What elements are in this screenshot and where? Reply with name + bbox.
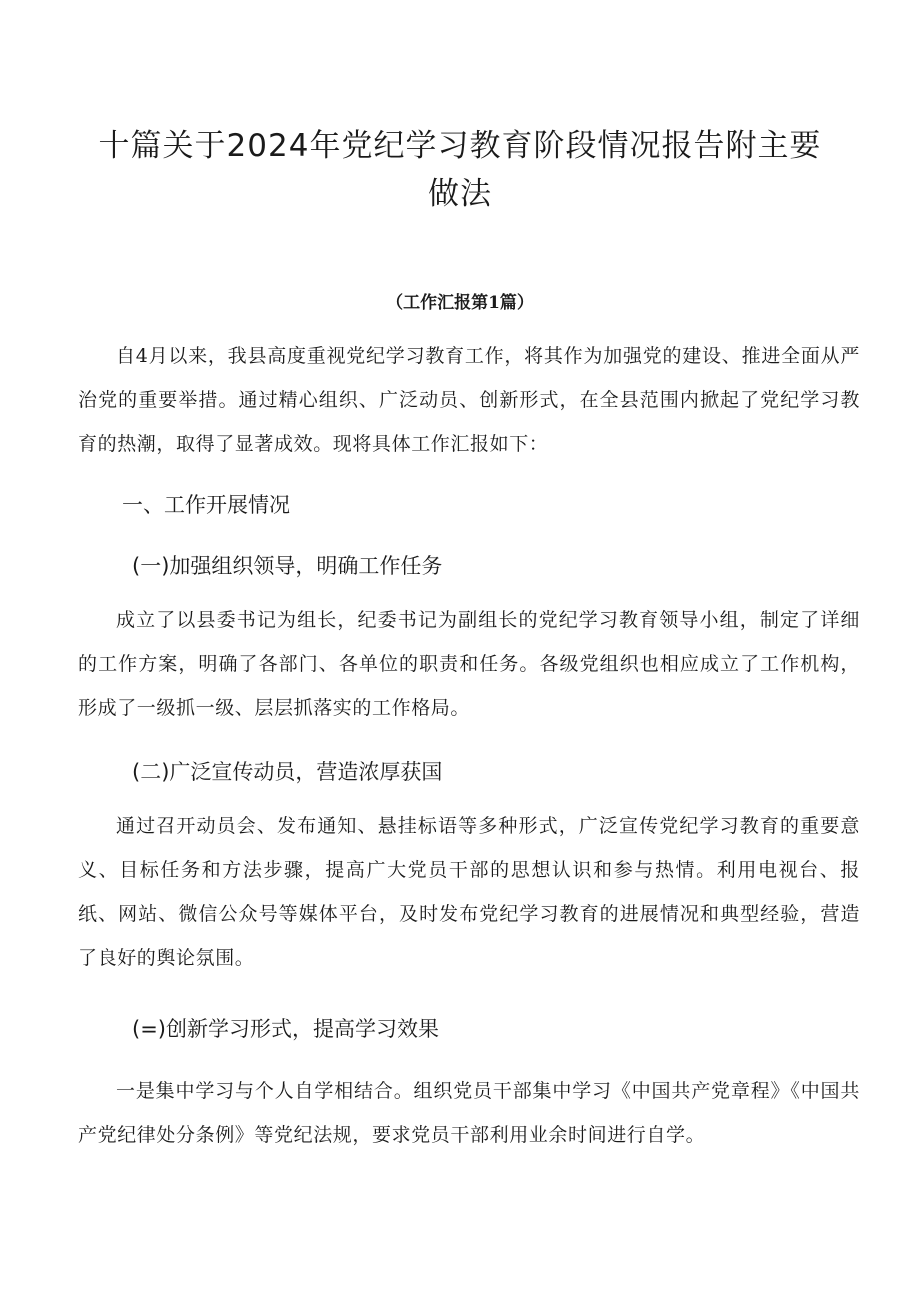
subsection-paragraph-1: 成立了以县委书记为组长，纪委书记为副组长的党纪学习教育领导小组，制定了详细的工作方案，明确了各部门、各单位的职责和任务。各级党组织也相应成立了工作机构，形成了一级抓一级、层层抓落实的工作格局。 bbox=[78, 609, 860, 719]
subsection-heading-1: (一)加强组织领导，明确工作任务 bbox=[132, 554, 443, 578]
document-subtitle: （工作汇报第1篇） bbox=[386, 293, 534, 313]
intro-paragraph: 自4月以来，我县高度重视党纪学习教育工作，将其作为加强党的建设、推进全面从严治党的重要举措。通过精心组织、广泛动员、创新形式，在全县范围内掀起了党纪学习教育的热潮，取得了显著成效。现将具体工作汇报如下： bbox=[78, 345, 860, 455]
document-title: 十篇关于2024年党纪学习教育阶段情况报告附主要做法 bbox=[98, 128, 822, 212]
section-heading-1: 一、工作开展情况 bbox=[122, 493, 290, 517]
subsection-heading-3: (=)创新学习形式，提高学习效果 bbox=[132, 1017, 439, 1041]
subsection-heading-2: (二)广泛宣传动员，营造浓厚获国 bbox=[132, 760, 443, 784]
subsection-paragraph-2: 通过召开动员会、发布通知、悬挂标语等多种形式，广泛宣传党纪学习教育的重要意义、目标任务和方法步骤，提高广大党员干部的思想认识和参与热情。利用电视台、报纸、网站、微信公众号等媒体平台，及时发布党纪学习教育的进展情况和典型经验，营造了良好的舆论氛围。 bbox=[78, 815, 860, 969]
subsection-paragraph-3: 一是集中学习与个人自学相结合。组织党员干部集中学习《中国共产党章程》《中国共产党纪律处分条例》等党纪法规，要求党员干部利用业余时间进行自学。 bbox=[78, 1080, 860, 1146]
